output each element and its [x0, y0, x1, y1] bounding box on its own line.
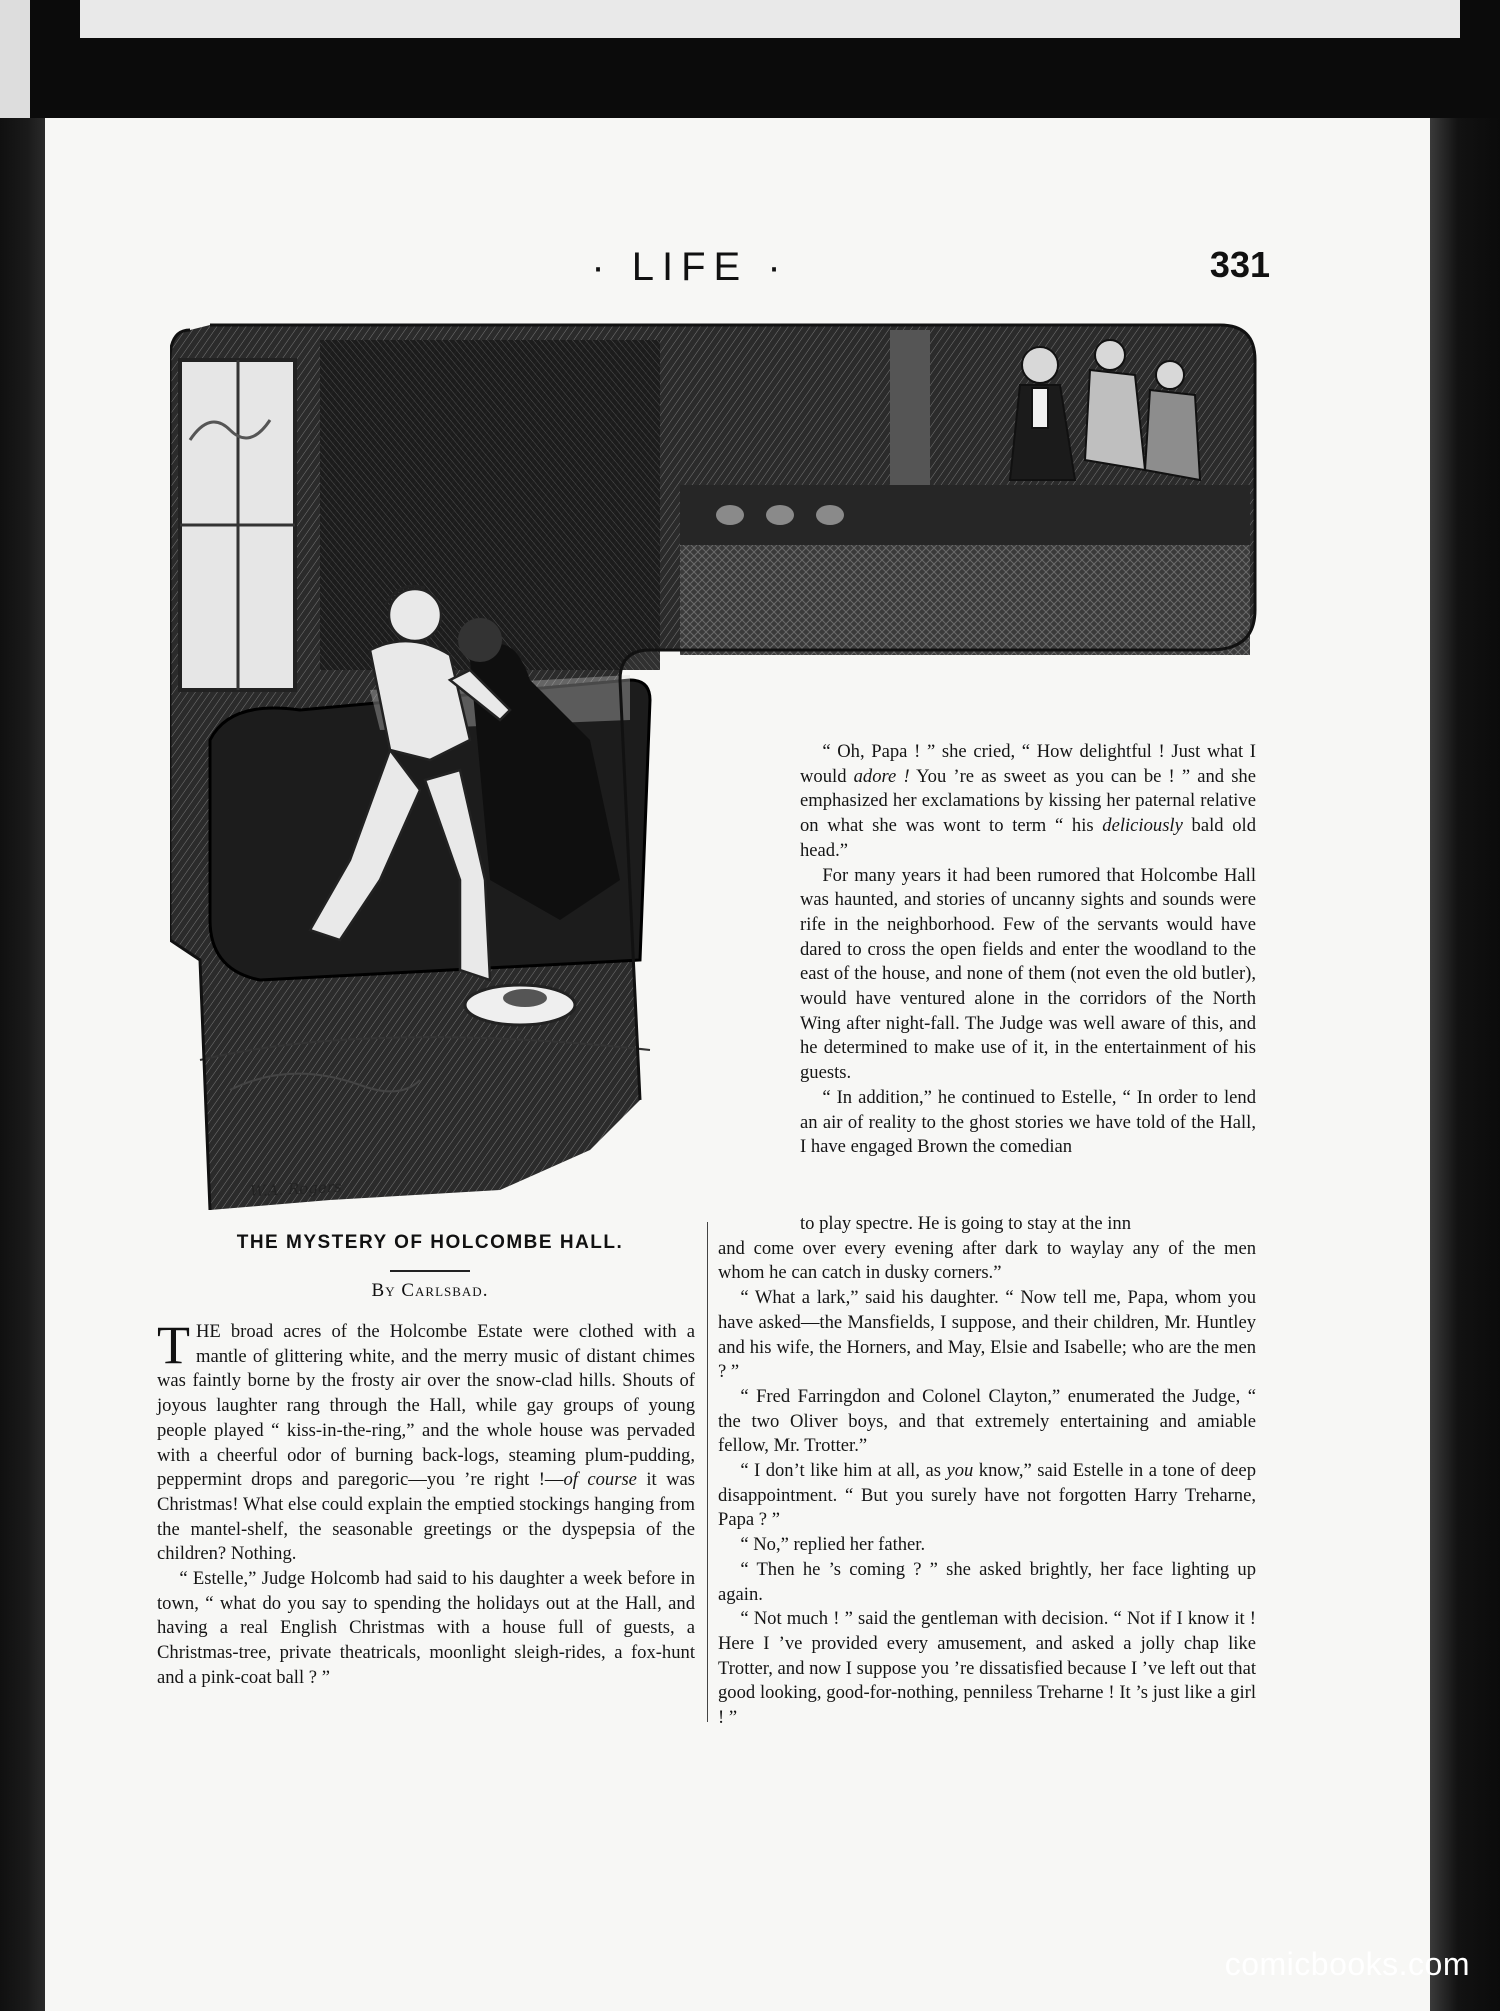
- left-column: [157, 1315, 696, 1691]
- paragraph: “ Then he ’s coming ? ” she asked brightly, her face lighting up again.: [718, 1558, 1256, 1605]
- paragraph-continuation: and come over every evening after dark to waylay any of the men whom he can catch in dusky corners.”: [718, 1237, 1256, 1284]
- page-number: 331: [1209, 244, 1270, 285]
- emphasis: you: [946, 1460, 974, 1482]
- left-binding: [0, 118, 45, 2011]
- text-run: know,” said Estelle in a tone of deep disappointment. “ But you surely have not forgotten Harry Treharne, Papa ? ”: [718, 1460, 1256, 1531]
- title-rule: [390, 1270, 470, 1272]
- paragraph: “ Fred Farringdon and Colonel Clayton,” enumerated the Judge, “ the two Oliver boys, and that extremely entertaining and amiable fellow, Mr. Trotter.”: [718, 1385, 1256, 1457]
- page-edge: [0, 0, 30, 118]
- right-column-upper: [800, 740, 1256, 1160]
- paragraph: “ Not much ! ” said the gentleman with decision. “ Not if I know it ! Here I ’ve provided every amusement, and asked a jolly chap like Trotter, and now I suppose you ’re dissatisfied because I ’ve left out that good looking, good-for-nothing, penniless Treharne ! It ’s just like a girl ! ”: [718, 1608, 1256, 1729]
- paragraph: “ No,” replied her father.: [740, 1534, 926, 1556]
- masthead: · LIFE ·: [591, 245, 789, 289]
- paragraph: [718, 1459, 1256, 1533]
- drop-cap: T: [157, 1315, 190, 1375]
- text-run: bald old head.”: [800, 815, 1257, 861]
- paragraph: [800, 740, 1256, 864]
- artist-signature: W.A. Rogers: [249, 1177, 343, 1201]
- text-run: HE broad acres of the Holcombe Estate were clothed with a mantle of glittering white, and the merry music of distant chimes was faintly borne by the frosty air over the snow-clad hills. Shouts of joyous laughter rang through the Hall, while gay groups of young people played “ kiss-in-the-ring,” and the whole house was pervaded with a cheerful odor of burning back-logs, steaming plum-pudding, peppermint drops and paregoric—you ’re right !—: [157, 1321, 695, 1491]
- paragraph: “ In addition,” he continued to Estelle, “ In order to lend an air of reality to the ghost stories we have told of the Hall, I have engaged Brown the comedian: [800, 1086, 1256, 1158]
- watermark: comicbooks.com: [1224, 1946, 1470, 1982]
- column-divider: [707, 1222, 708, 1722]
- paragraph: [157, 1315, 696, 1567]
- previous-page-edge: [80, 0, 1460, 38]
- previous-page-strip: [0, 0, 1500, 118]
- right-column-lower: [718, 1212, 1256, 1731]
- text-run: it was Christmas! What else could explain the emptied stockings hanging from the mantel-shelf, the seasonable greetings or the dyspepsia of the children? Nothing.: [157, 1469, 696, 1565]
- paragraph: For many years it had been rumored that Holcombe Hall was haunted, and stories of uncanny sights and sounds were rife in the neighborhood. Few of the servants would have dared to cross the open fields and enter the woodland to the east of the house, and none of them (not even the old butler), would have ventured alone in the corridors of the North Wing after night-fall. The Judge was well aware of this, and he determined to make use of it, in the entertainment of his guests.: [800, 864, 1256, 1084]
- emphasis: adore !: [853, 765, 910, 787]
- emphasis: of course: [563, 1469, 637, 1491]
- paragraph-continuation-lead: to play spectre. He is going to stay at the inn: [800, 1213, 1132, 1234]
- paragraph: “ What a lark,” said his daughter. “ Now tell me, Papa, whom you have asked—the Mansfields, I suppose, and their children, Mr. Huntley and his wife, the Horners, and May, Elsie and Isabelle; who are the men ? ”: [718, 1287, 1256, 1383]
- right-binding: [1430, 118, 1500, 2011]
- text-run: “ Oh, Papa ! ” she cried, “ How delightful ! Just what I would: [800, 741, 1256, 787]
- article-title: THE MYSTERY OF HOLCOMBE HALL.: [236, 1232, 624, 1253]
- text-run: “ I don’t like him at all, as: [740, 1460, 947, 1482]
- article-byline: By Carlsbad.: [371, 1280, 489, 1301]
- emphasis: deliciously: [1102, 815, 1183, 837]
- text-run: You ’re as sweet as you can be ! ” and she emphasized her exclamations by kissing her paternal relative on what she was wont to term “ his: [800, 765, 1256, 837]
- paragraph: “ Estelle,” Judge Holcomb had said to his daughter a week before in town, “ what do you say to spending the holidays out at the Hall, and having a real English Christmas with a house full of guests, a Christmas-tree, private theatricals, moonlight sleigh-rides, a fox-hunt and a pink-coat ball ? ”: [157, 1568, 695, 1688]
